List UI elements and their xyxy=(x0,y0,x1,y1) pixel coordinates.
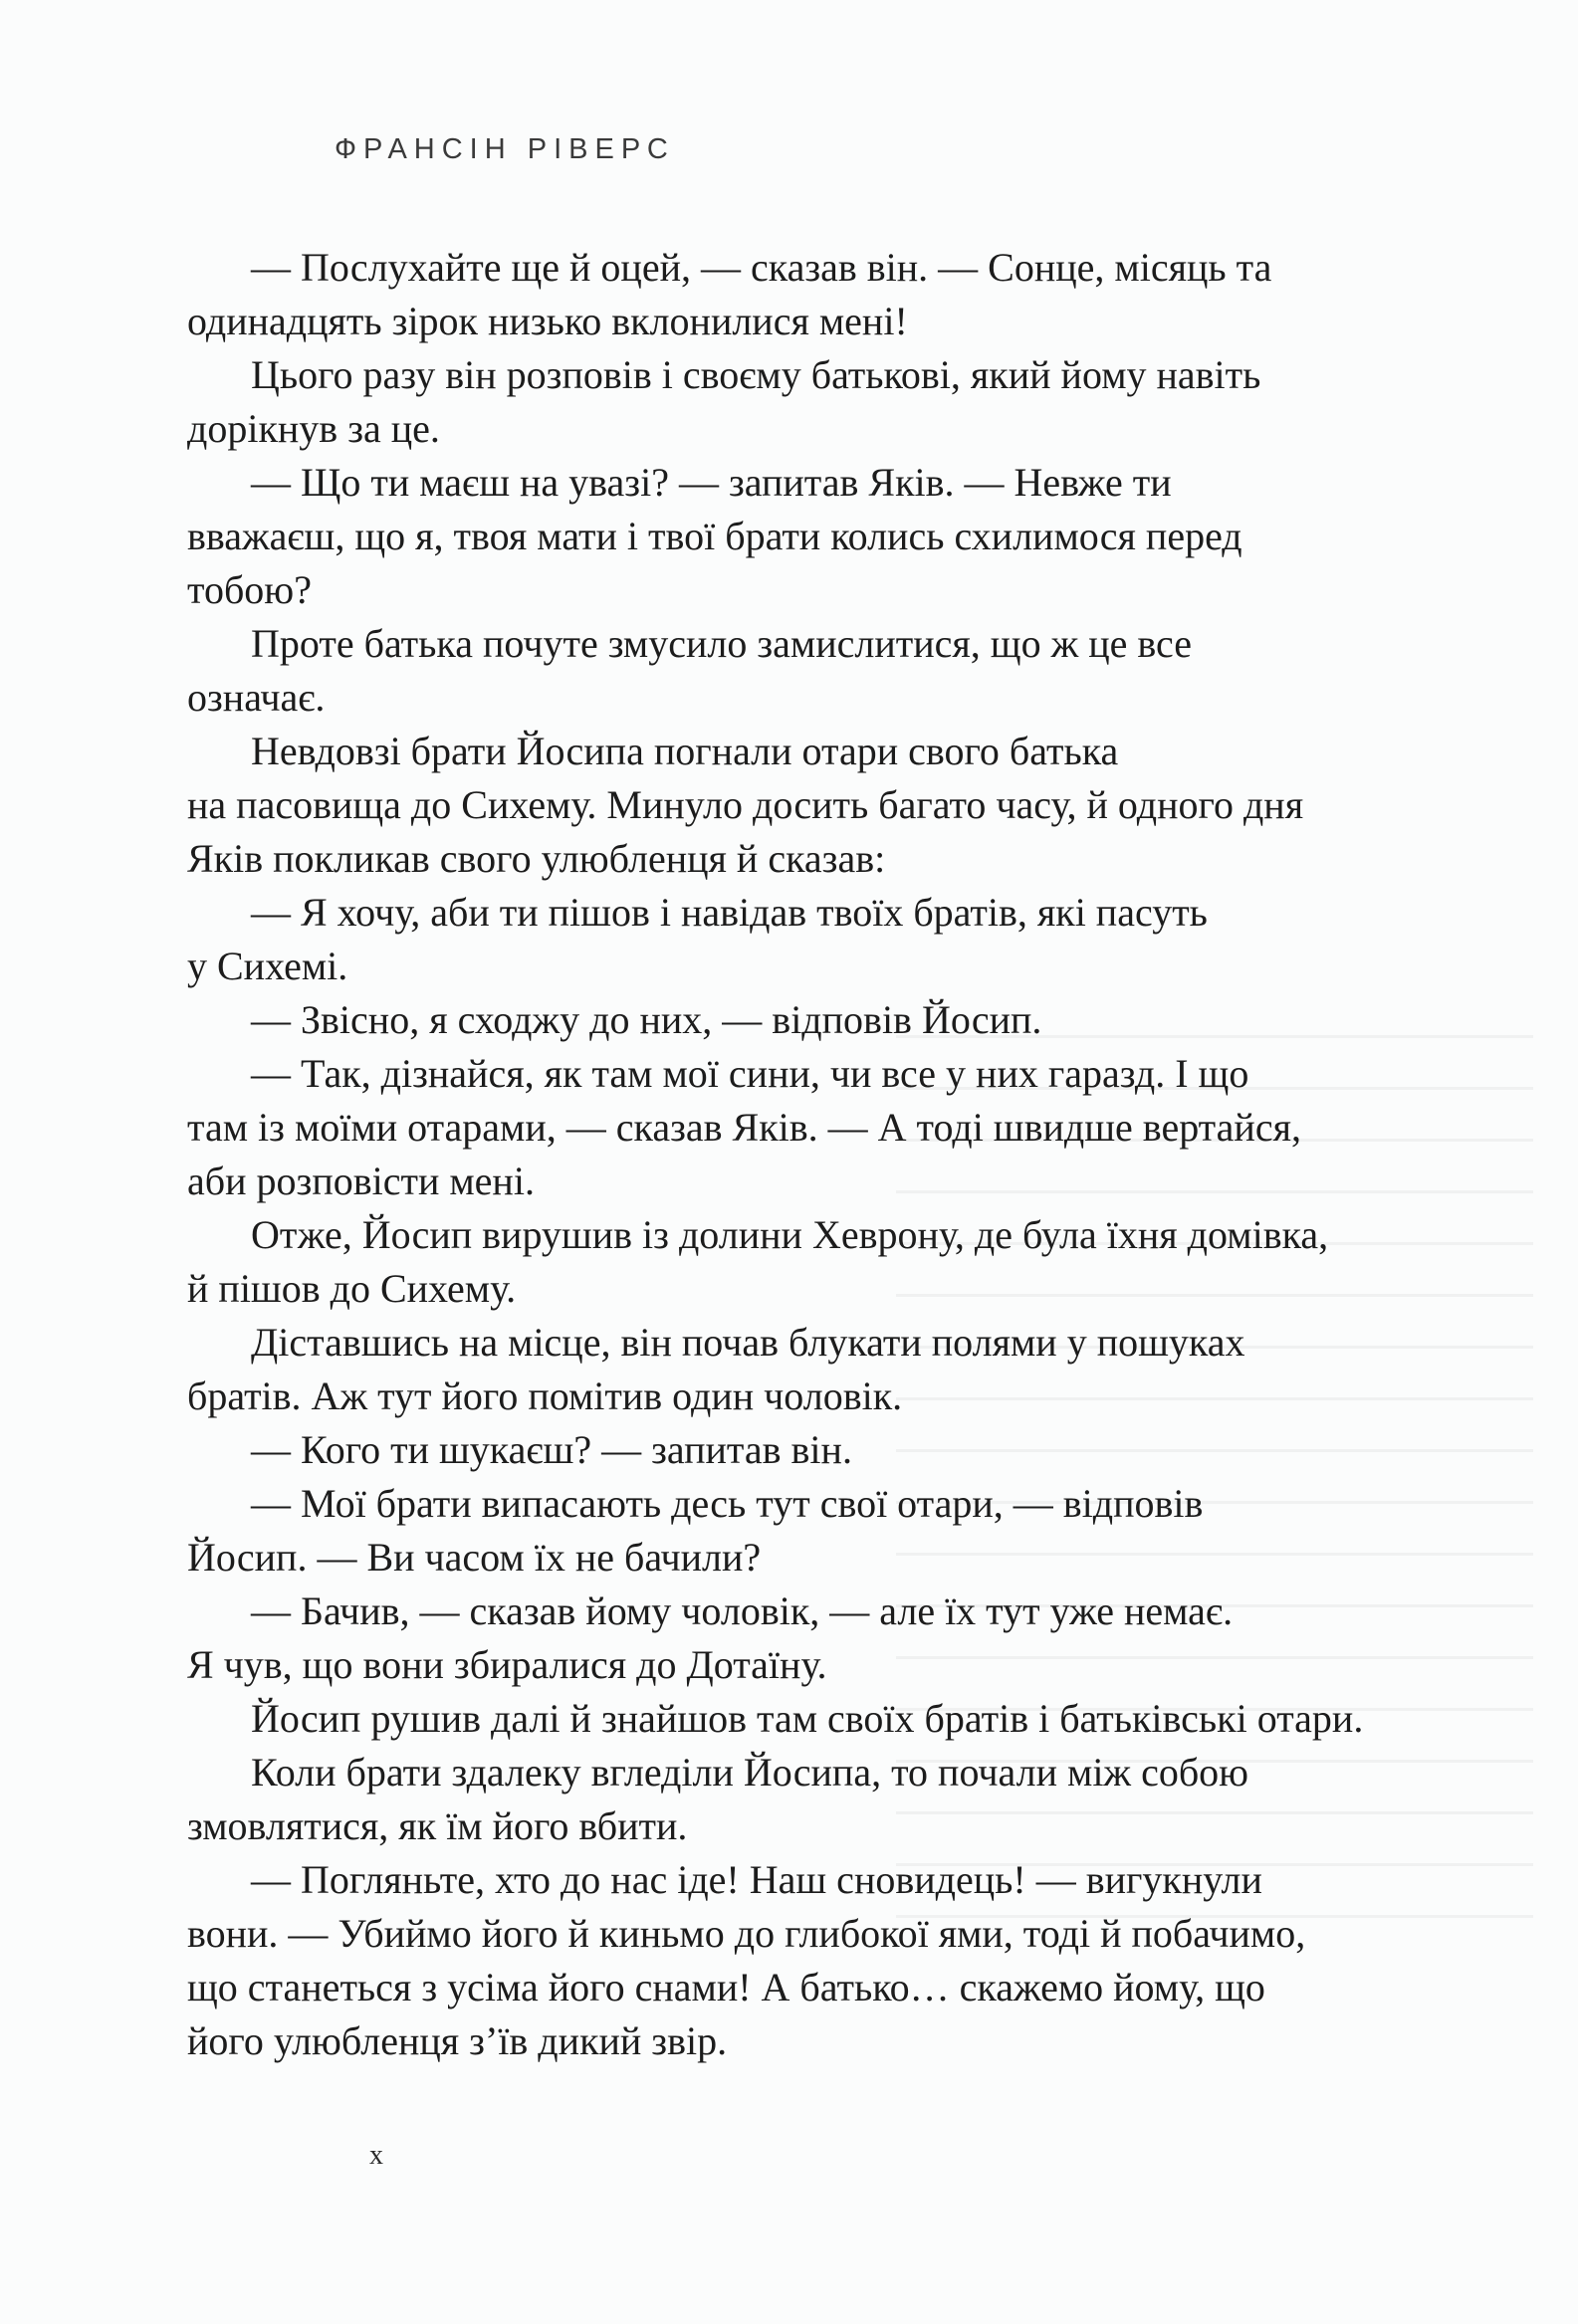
text-line: — Кого ти шукаєш? — запитав він. xyxy=(251,1427,852,1472)
page-number: x xyxy=(369,2140,383,2171)
text-line: — Звісно, я сходжу до них, — відповів Йосип. xyxy=(251,997,1042,1042)
running-header-author: ФРАНСІН РІВЕРС xyxy=(335,133,675,165)
text-line: Яків покликав свого улюбленця й сказав: xyxy=(187,836,886,881)
text-line: — Бачив, — сказав йому чоловік, — але їх тут уже немає. xyxy=(251,1588,1234,1633)
paragraph xyxy=(187,1585,1471,1692)
text-line: — Погляньте, хто до нас іде! Наш сновидець! — вигукнули xyxy=(251,1857,1262,1902)
text-line: у Сихемі. xyxy=(187,944,348,988)
text-line: на пасовища до Сихему. Минуло досить багато часу, й одного дня xyxy=(187,782,1304,827)
paragraph xyxy=(187,993,1471,1047)
text-line: аби розповісти мені. xyxy=(187,1159,535,1203)
paragraph xyxy=(187,1746,1471,1853)
text-line: одинадцять зірок низько вклонилися мені! xyxy=(187,299,908,343)
paragraph xyxy=(187,617,1471,725)
text-line: — Послухайте ще й оцей, — сказав він. — Сонце, місяць та xyxy=(251,245,1272,290)
text-line: вважаєш, що я, твоя мати і твої брати колись схилимося перед xyxy=(187,514,1242,558)
text-line: Йосип рушив далі й знайшов там своїх братів і батьківські отари. xyxy=(251,1696,1364,1741)
paragraph xyxy=(187,1423,1471,1477)
text-line: Йосип. — Ви часом їх не бачили? xyxy=(187,1535,762,1580)
paragraph xyxy=(187,348,1471,456)
text-line: означає. xyxy=(187,675,326,720)
text-line: Цього разу він розповів і своєму батькові, який йому навіть xyxy=(251,352,1261,397)
body-text xyxy=(187,241,1471,2068)
text-line: Отже, Йосип вирушив із долини Хеврону, де була їхня домівка, xyxy=(251,1212,1329,1257)
paragraph xyxy=(187,241,1471,348)
text-line: змовлятися, як їм його вбити. xyxy=(187,1803,688,1848)
text-line: братів. Аж тут його помітив один чоловік. xyxy=(187,1373,903,1418)
text-line: там із моїми отарами, — сказав Яків. — А тоді швидше вертайся, xyxy=(187,1105,1301,1150)
text-line: Невдовзі брати Йосипа погнали отари свого батька xyxy=(251,729,1119,773)
paragraph xyxy=(187,725,1471,886)
text-line: — Що ти маєш на увазі? — запитав Яків. — Невже ти xyxy=(251,460,1172,505)
text-line: — Так, дізнайся, як там мої сини, чи все у них гаразд. І що xyxy=(251,1051,1249,1096)
paragraph xyxy=(187,1853,1471,2068)
text-line: дорікнув за це. xyxy=(187,406,440,451)
text-line: Проте батька почуте змусило замислитися, що ж це все xyxy=(251,621,1193,666)
paragraph xyxy=(187,1316,1471,1423)
text-line: його улюбленця з’їв дикий звір. xyxy=(187,2018,728,2063)
paragraph xyxy=(187,1208,1471,1316)
text-line: тобою? xyxy=(187,567,312,612)
text-line: Я чув, що вони збиралися до Дотаїну. xyxy=(187,1642,827,1687)
paragraph xyxy=(187,1477,1471,1585)
text-line: — Мої брати випасають десь тут свої отари, — відповів xyxy=(251,1481,1204,1526)
paragraph xyxy=(187,1692,1471,1746)
paragraph xyxy=(187,456,1471,617)
text-line: Коли брати здалеку вгледіли Йосипа, то почали між собою xyxy=(251,1750,1249,1795)
text-line: що станеться з усіма його снами! А батько… скажемо йому, що xyxy=(187,1965,1265,2009)
text-line: — Я хочу, аби ти пішов і навідав твоїх братів, які пасуть xyxy=(251,890,1208,935)
text-line: вони. — Убиймо його й киньмо до глибокої ями, тоді й побачимо, xyxy=(187,1911,1306,1956)
text-line: й пішов до Сихему. xyxy=(187,1266,517,1311)
paragraph xyxy=(187,886,1471,993)
paragraph xyxy=(187,1047,1471,1208)
text-line: Діставшись на місце, він почав блукати полями у пошуках xyxy=(251,1320,1245,1365)
